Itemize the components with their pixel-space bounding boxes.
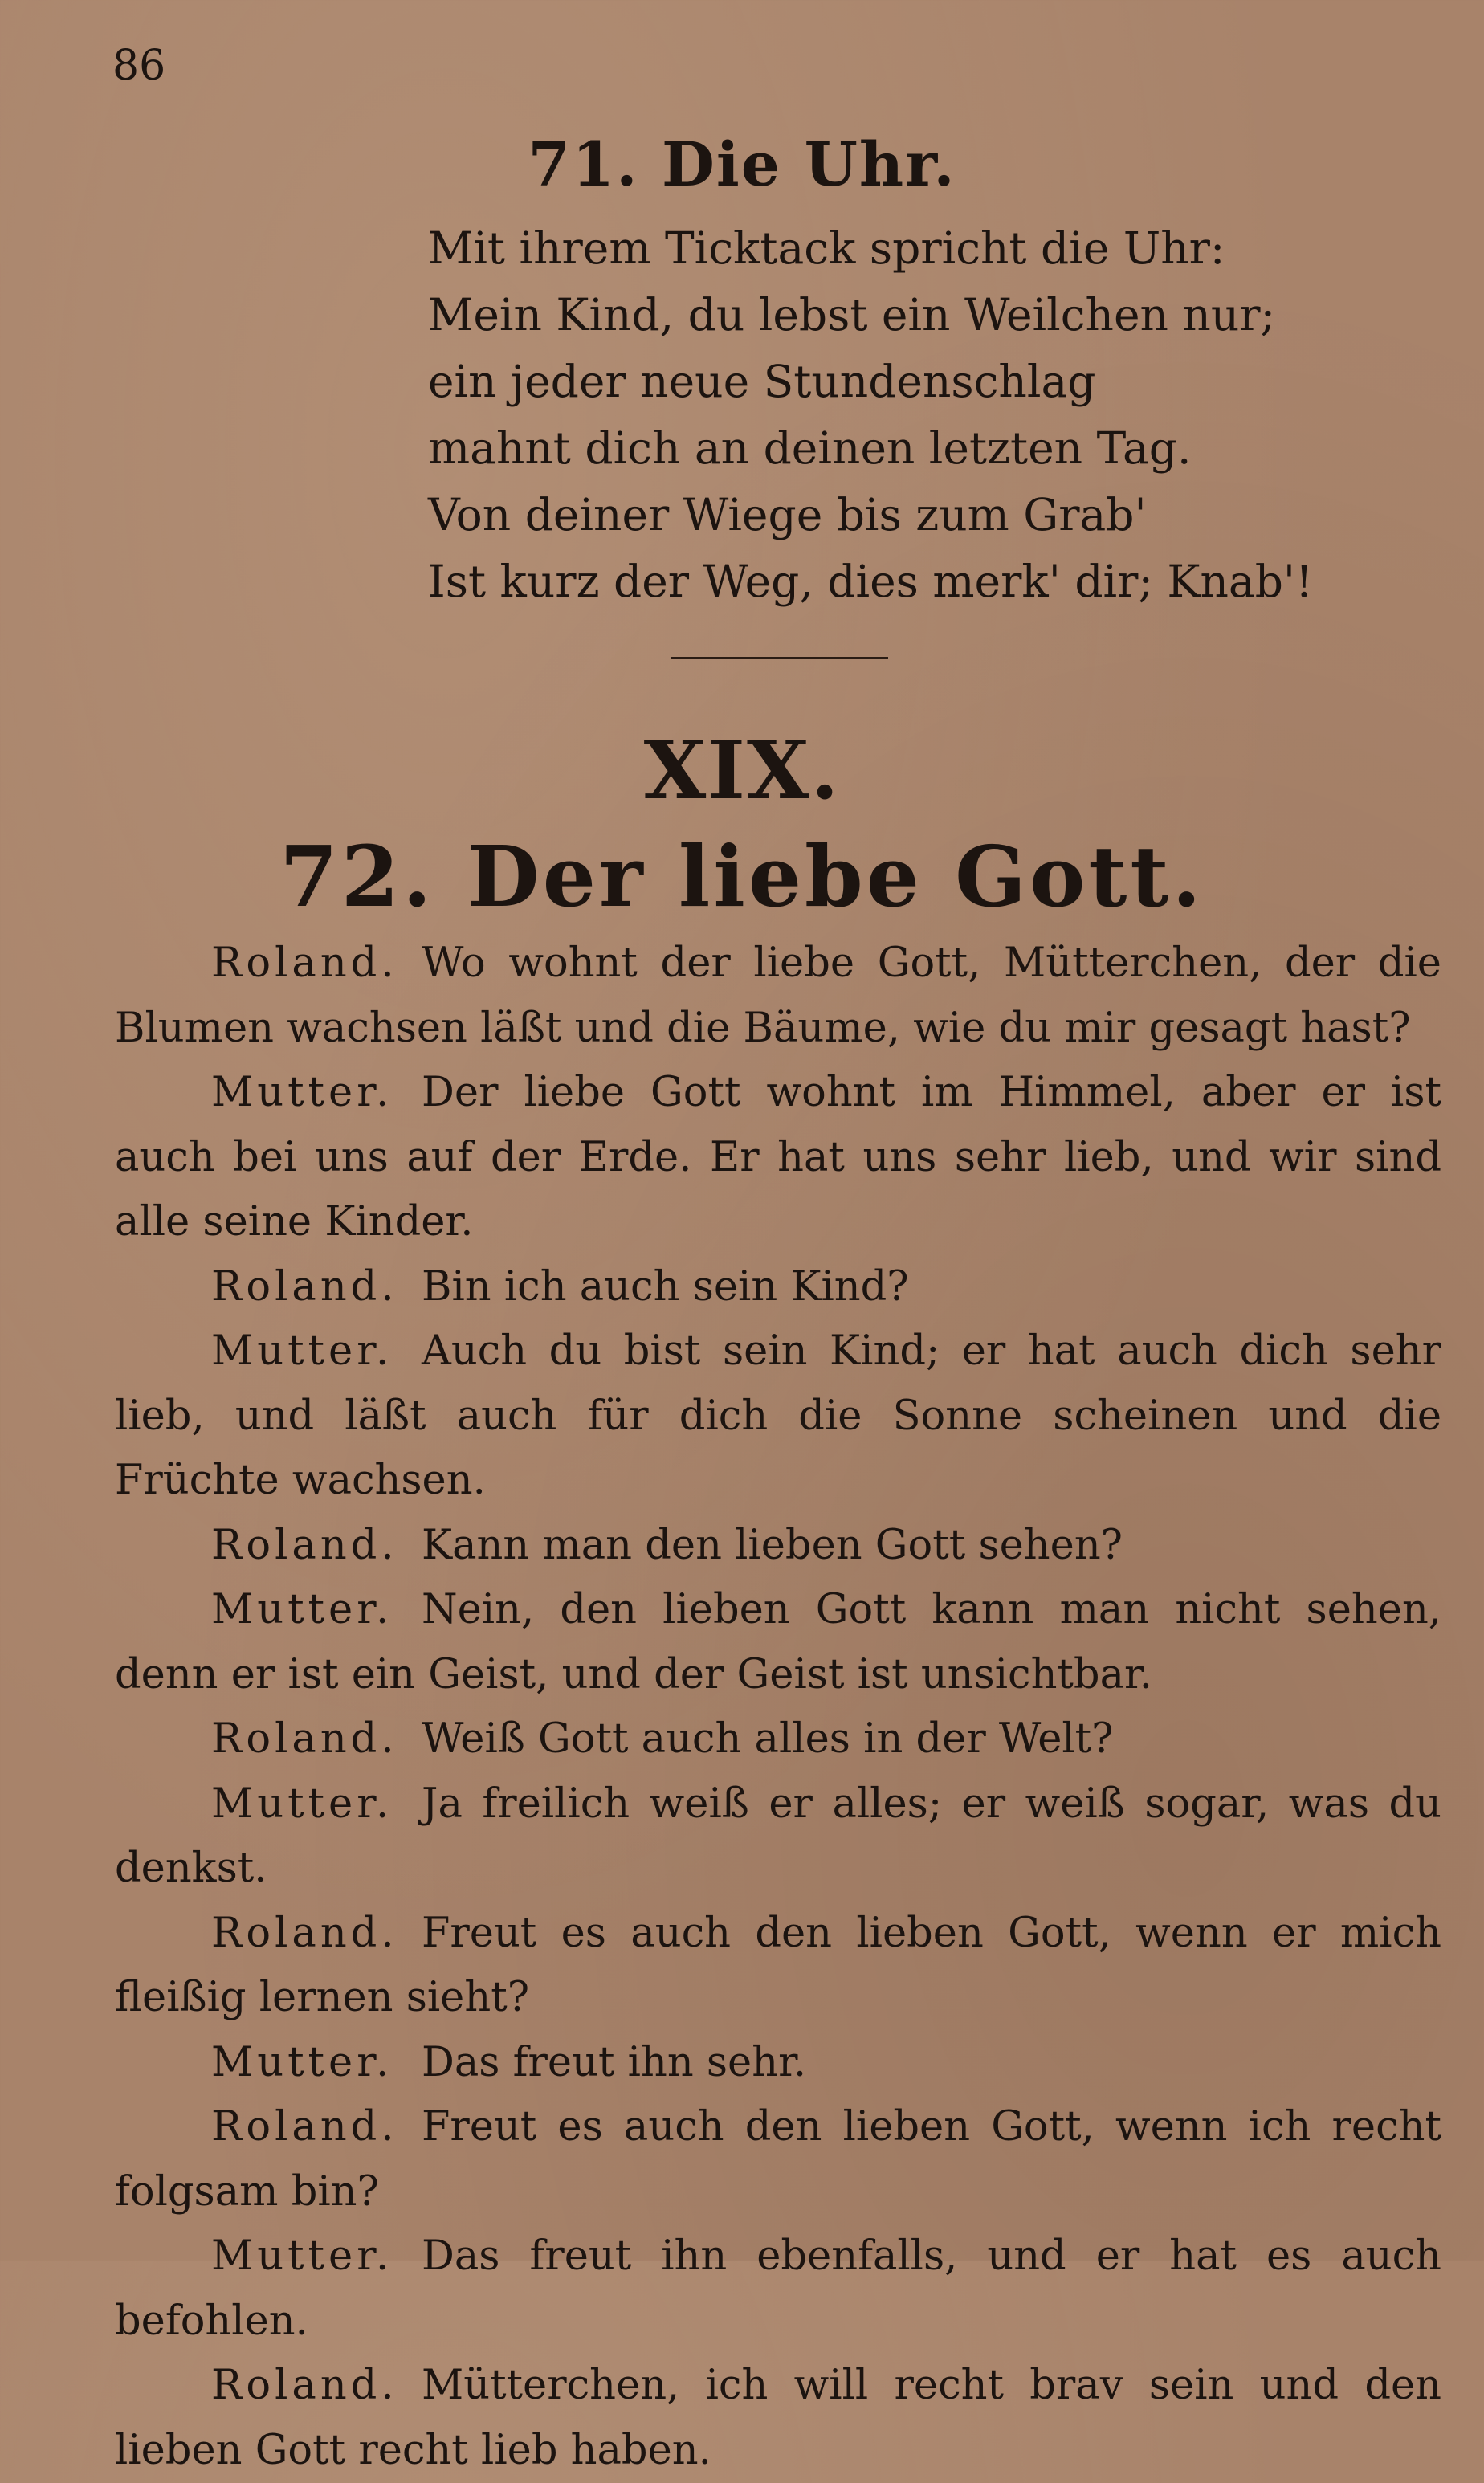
dialogue-turn <box>115 1319 1441 1514</box>
poem-line: mahnt dich an deinen letzten Tag. <box>428 422 1192 474</box>
speaker-name: Roland. <box>211 2103 398 2151</box>
speech-text: Freut es auch den lieben Gott, wenn ich recht folgsam bin? <box>115 2103 1441 2216</box>
speaker-name: Mutter. <box>211 2232 393 2280</box>
speaker-name: Mutter. <box>211 1327 393 1375</box>
speech-text: Weiß Gott auch alles in der Welt? <box>422 1715 1114 1763</box>
section-divider <box>671 657 888 659</box>
speech-text: Auch du bist sein Kind; er hat auch dich sehr lieb, und läßt auch für dich die Sonne scheinen und die Früchte wachsen. <box>115 1327 1441 1504</box>
poem-line: Mit ihrem Ticktack spricht die Uhr: <box>428 222 1225 274</box>
speech-text: Das freut ihn sehr. <box>422 2038 807 2086</box>
speaker-name: Mutter. <box>211 1069 393 1116</box>
dialogue-turn <box>115 1578 1441 1707</box>
speech-text: Bin ich auch sein Kind? <box>422 1262 909 1311</box>
dialogue-turn <box>115 1902 1441 2031</box>
speaker-name: Roland. <box>211 940 398 987</box>
speech-text: Nein, den lieben Gott kann man nicht sehen, denn er ist ein Geist, und der Geist ist unsichtbar. <box>115 1586 1441 1698</box>
speech-text: Das freut ihn ebenfalls, und er hat es auch befohlen. <box>115 2232 1441 2345</box>
speech-text: Freut es auch den lieben Gott, wenn er mich fleißig lernen sieht? <box>115 1909 1441 2021</box>
dialogue-turn <box>115 1707 1441 1772</box>
speech-text: Mütterchen, ich will recht brav sein und den lieben Gott recht lieb haben. <box>115 2362 1441 2474</box>
speaker-name: Roland. <box>211 1521 398 1569</box>
speech-text: Der liebe Gott wohnt im Himmel, aber er ist auch bei uns auf der Erde. Er hat uns sehr lieb, und wir sind alle seine Kinder. <box>115 1069 1441 1246</box>
dialogue-turn <box>115 2354 1441 2483</box>
speaker-name: Roland. <box>211 1909 398 1957</box>
dialogue-turn <box>115 1061 1441 1255</box>
section-title-72: 72. Der liebe Gott. <box>279 827 1205 926</box>
dialogue-turn <box>115 2224 1441 2354</box>
speaker-name: Roland. <box>211 1262 398 1311</box>
page-number: 86 <box>112 42 166 90</box>
dialogue <box>115 932 1441 2483</box>
speaker-name: Roland. <box>211 1715 398 1763</box>
poem-line: Ist kurz der Weg, dies merk' dir; Knab'! <box>428 556 1314 607</box>
speech-text: Kann man den lieben Gott sehen? <box>422 1521 1123 1569</box>
poem-line: ein jeder neue Stundenschlag <box>428 356 1096 407</box>
poem-line: Mein Kind, du lebst ein Weilchen nur; <box>428 289 1276 340</box>
speaker-name: Mutter. <box>211 2038 393 2086</box>
speech-text: Wo wohnt der liebe Gott, Mütterchen, der die Blumen wachsen läßt und die Bäume, wie du mir gesagt hast? <box>115 940 1441 1052</box>
dialogue-turn <box>115 932 1441 1061</box>
dialogue-turn <box>115 1772 1441 1902</box>
poem <box>428 215 1313 615</box>
dialogue-turn <box>115 1255 1441 1320</box>
speaker-name: Mutter. <box>211 1780 393 1828</box>
speech-text: Ja freilich weiß er alles; er weiß sogar, was du denkst. <box>115 1780 1441 1892</box>
speaker-name: Roland. <box>211 2362 398 2409</box>
dialogue-turn <box>115 2095 1441 2224</box>
dialogue-turn <box>115 1514 1441 1579</box>
dialogue-turn <box>115 2031 1441 2096</box>
section-title-71: 71. Die Uhr. <box>528 128 956 200</box>
speaker-name: Mutter. <box>211 1586 393 1633</box>
chapter-number: XIX. <box>643 723 841 817</box>
poem-line: Von deiner Wiege bis zum Grab' <box>428 489 1147 540</box>
